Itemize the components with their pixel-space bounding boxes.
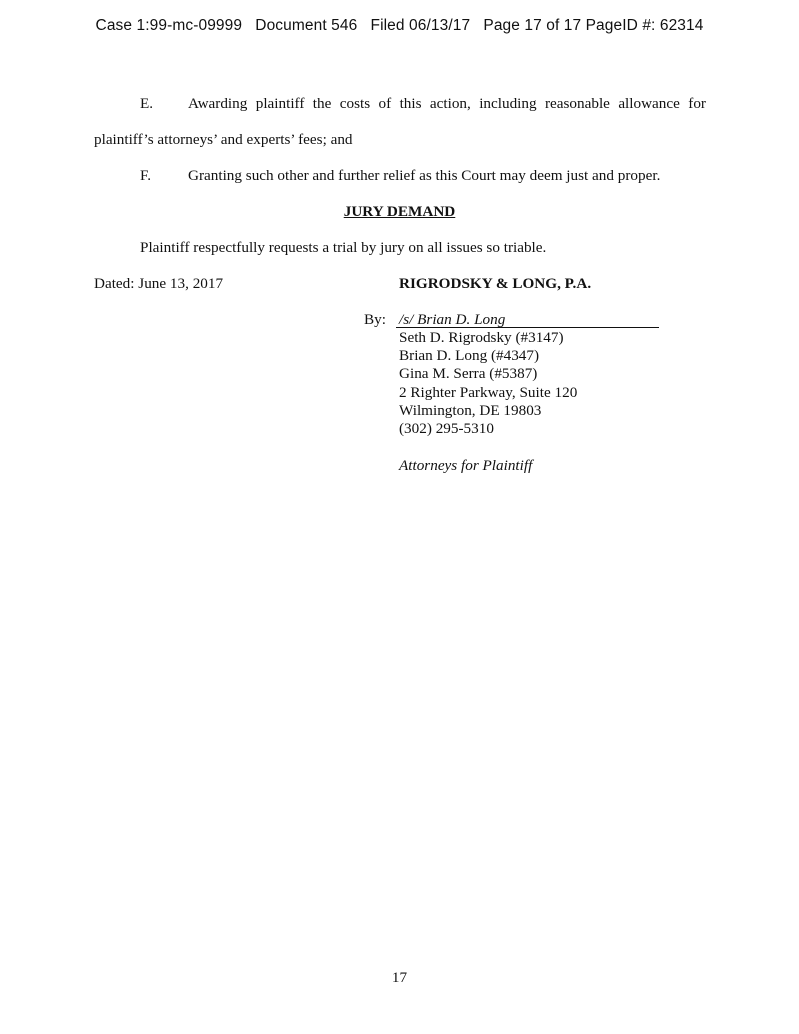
item-e-letter: E. [140,95,154,112]
jury-demand-text: Plaintiff respectfully requests a trial by jury on all issues so triable. [140,239,547,256]
electronic-signature: /s/ Brian D. Long [399,311,506,328]
attorney-line: Brian D. Long (#4347) [399,347,540,365]
phone-line: (302) 295-5310 [399,420,494,438]
attorney-line: Gina M. Serra (#5387) [399,365,538,383]
attorney-address-block [399,329,577,438]
attorneys-role: Attorneys for Plaintiff [399,457,533,474]
case-header: Case 1:99-mc-09999 Document 546 Filed 06/13/17 Page 17 of 17 PageID #: 62314 [95,17,704,34]
jury-demand-heading: JURY DEMAND [343,203,456,220]
item-f-text: Granting such other and further relief as this Court may deem just and proper. [188,167,661,184]
date-line: Dated: June 13, 2017 [94,275,224,292]
firm-name: RIGRODSKY & LONG, P.A. [399,275,592,292]
item-f-letter: F. [140,167,152,184]
address-line: 2 Righter Parkway, Suite 120 [399,383,578,401]
by-label: By: [364,311,386,328]
item-e-continuation: plaintiff’s attorneys’ and experts’ fees; and [94,131,353,148]
signature-line [396,312,659,328]
attorney-line: Seth D. Rigrodsky (#3147) [399,329,564,346]
item-e-first-line: Awarding plaintiff the costs of this action, including reasonable allowance for [188,95,706,112]
page-number: 17 [391,969,408,986]
address-line: Wilmington, DE 19803 [399,401,542,419]
